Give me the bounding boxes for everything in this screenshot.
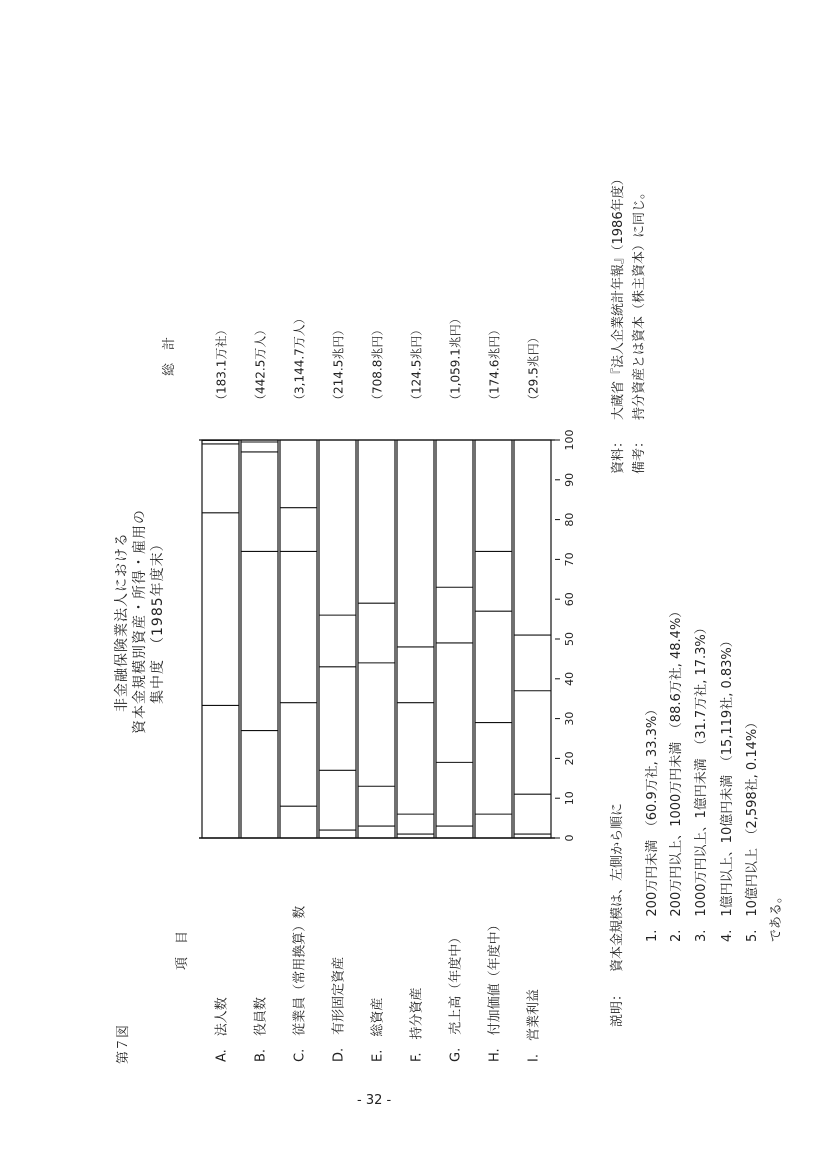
x-tick-label-30: 30 bbox=[563, 711, 576, 726]
closing-text: である。 bbox=[769, 889, 784, 942]
category-label-1: A. 法人数 bbox=[214, 997, 230, 1062]
total-label-8: （174.6兆円） bbox=[487, 323, 502, 406]
source-text: 大蔵省『法人企業統計年報』（1986年度） bbox=[611, 172, 626, 420]
bar-5 bbox=[358, 440, 395, 838]
x-tick-label-20: 20 bbox=[563, 751, 576, 766]
bar-8 bbox=[475, 440, 512, 838]
explanation-label: 説明： bbox=[610, 987, 625, 1027]
bar-1 bbox=[202, 440, 239, 838]
bar-6 bbox=[397, 440, 434, 838]
category-label-2: B. 役員数 bbox=[253, 996, 269, 1062]
category-label-9: I. 営業利益 bbox=[526, 989, 542, 1062]
figure-title-line-3: 集中度 （1985年度末） bbox=[150, 536, 166, 704]
total-label-1: （183.1万社） bbox=[214, 323, 229, 406]
total-label-5: （708.8兆円） bbox=[370, 323, 385, 406]
x-tick-label-70: 70 bbox=[563, 552, 576, 567]
remarks-label: 備考： bbox=[632, 434, 647, 474]
total-label-4: （214.5兆円） bbox=[331, 323, 346, 406]
total-label-7: （1,059.1兆円） bbox=[448, 312, 463, 406]
band-note-3: 3. 1000万円以上、1億円未満 （31.7万社, 17.3%） bbox=[694, 621, 709, 942]
figure-label: 第７図 bbox=[116, 1024, 131, 1064]
figure-title-line-2: 資本金規模別資産・所得・雇用の bbox=[132, 509, 148, 734]
band-note-5: 5. 10億円以上 （2,598社, 0.14%） bbox=[745, 715, 760, 942]
category-label-3: C. 従業員（常用換算）数 bbox=[292, 905, 308, 1062]
x-tick-label-50: 50 bbox=[563, 632, 576, 646]
x-tick-label-90: 90 bbox=[563, 472, 576, 487]
x-tick-label-40: 40 bbox=[563, 671, 576, 686]
bar-4 bbox=[319, 440, 356, 838]
x-tick-label-0: 0 bbox=[563, 834, 576, 842]
band-note-1: 1. 200万円未満 （60.9万社, 33.3%） bbox=[645, 702, 660, 942]
total-label-9: （29.5兆円） bbox=[526, 331, 541, 406]
total-header: 総 計 bbox=[162, 336, 177, 376]
x-tick-label-80: 80 bbox=[563, 512, 576, 527]
explanation-intro: 資本金規模は、左側から順に bbox=[610, 802, 625, 972]
category-label-6: F. 持分資産 bbox=[409, 987, 425, 1062]
total-label-6: （124.5兆円） bbox=[409, 323, 424, 406]
bar-2 bbox=[241, 440, 278, 838]
source-label: 資料： bbox=[611, 434, 626, 474]
bar-9 bbox=[514, 440, 551, 838]
remarks-text: 持分資産とは資本（株主資本）に同じ。 bbox=[632, 185, 647, 420]
category-label-7: G. 売上高（年度中） bbox=[448, 930, 464, 1062]
total-label-2: （442.5万人） bbox=[253, 323, 268, 406]
category-label-4: D. 有形固定資産 bbox=[331, 956, 347, 1062]
x-tick-label-100: 100 bbox=[563, 429, 576, 451]
category-label-5: E. 総資産 bbox=[370, 997, 386, 1062]
x-tick-label-10: 10 bbox=[563, 791, 576, 806]
category-label-8: H. 付加価値（年度中） bbox=[487, 918, 503, 1062]
band-note-2: 2. 200万円以上、1000万円未満 （88.6万社, 48.4%） bbox=[669, 604, 684, 942]
bar-7 bbox=[436, 440, 473, 838]
bar-3 bbox=[280, 440, 317, 838]
figure-title-line-1: 非金融保険業法人における bbox=[114, 532, 130, 712]
x-tick-label-60: 60 bbox=[563, 592, 576, 607]
page-number: - 32 - bbox=[357, 1093, 392, 1108]
item-header: 項 目 bbox=[175, 930, 190, 970]
total-label-3: （3,144.7万人） bbox=[292, 312, 307, 406]
band-note-4: 4. 1億円以上、10億円未満 （15,119社, 0.83%） bbox=[720, 634, 735, 942]
